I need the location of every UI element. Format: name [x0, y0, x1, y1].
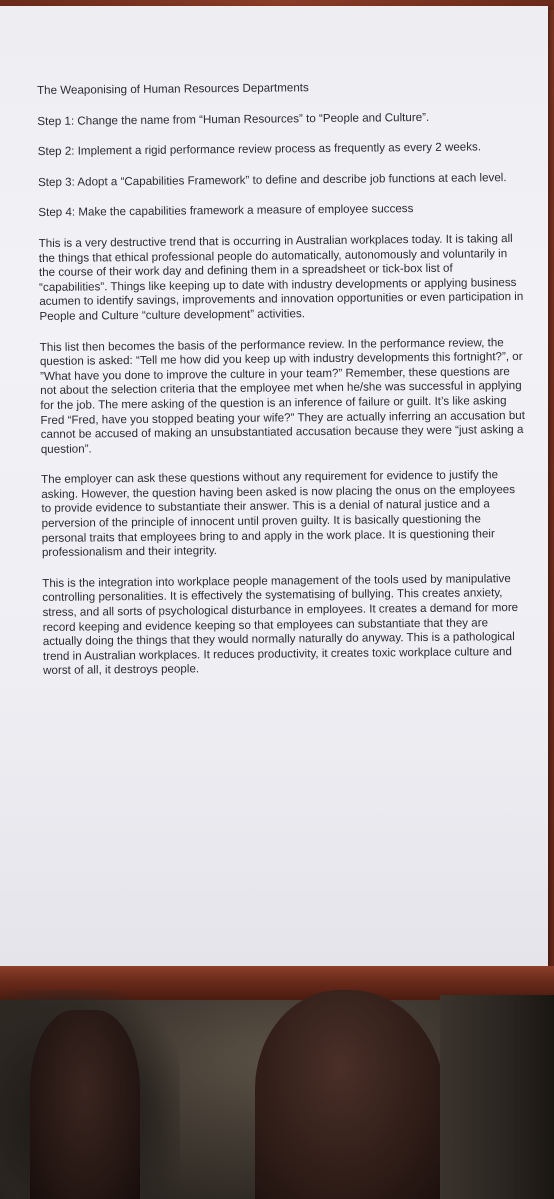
- paragraph-2: This list then becomes the basis of the performance review. In the performance review, the question is asked: “Tell me how did you keep up with industry developments this fortnight?”, or ”What have you done to improve the culture in your team?” Remember, these questions are not about the selection criteria that the employee met when he/she was successful in applying for the job. The mere asking of the question is an inference of failure or guilt. It’s like asking Fred “Fred, have you stopped beating your wife?” They are actually inferring an accusation but cannot be accused of making an unsubstantiated accusation because they were “just asking a question”.: [39, 335, 525, 456]
- step-1: Step 1: Change the name from “Human Resources” to “People and Culture”.: [37, 110, 430, 128]
- document-text: [37, 79, 528, 695]
- document-title: The Weaponising of Human Resources Departments: [37, 81, 309, 97]
- step-3: Step 3: Adopt a “Capabilities Framework” to define and describe job functions at each level.: [37, 170, 507, 189]
- paragraph-3: The employer can ask these questions without any requirement for evidence to justify the asking. However, the question having been asked is now placing the onus on the employees to provide evidence to substantiate their answer. This is a denial of natural justice and a perversion of the principle of innocent until proven guilty. It is basically questioning the personal traits that employees bring to and apply in the work place. It is questioning their professionalism and their integrity.: [41, 468, 516, 560]
- step-4: Step 4: Make the capabilities framework a measure of employee success: [38, 202, 414, 220]
- paragraph-1: This is a very destructive trend that is occurring in Australian workplaces today. It is taking all the things that ethical professional people do automatically, autonomously and voluntarily in the course of their work day and defining them in a spreadsheet or tick-box list of “capabilities”. Things like keeping up to date with industry developments or applying business acumen to identify savings, improvements and innovation opportunities or even participation in People and Culture “culture development” activities.: [38, 231, 524, 323]
- floor-right-area: [440, 995, 554, 1199]
- paragraph-4: This is the integration into workplace people management of the tools used by manipulative controlling personalities. It is effectively the systematising of bullying. This creates anxiety, stress, and all sorts of psychological disturbance in employees. It creates a demand for more record keeping and evidence keeping so that employees can substantiate that they are actually doing the things that they would normally naturally do anyway. This is a pathological trend in Australian workplaces. It reduces productivity, it creates toxic workplace culture and worst of all, it destroys people.: [42, 571, 519, 678]
- right-knee: [255, 990, 445, 1199]
- step-2: Step 2: Implement a rigid performance review process as frequently as every 2 weeks.: [37, 140, 482, 159]
- left-leg: [30, 1010, 140, 1199]
- paper-sheet: [0, 6, 548, 968]
